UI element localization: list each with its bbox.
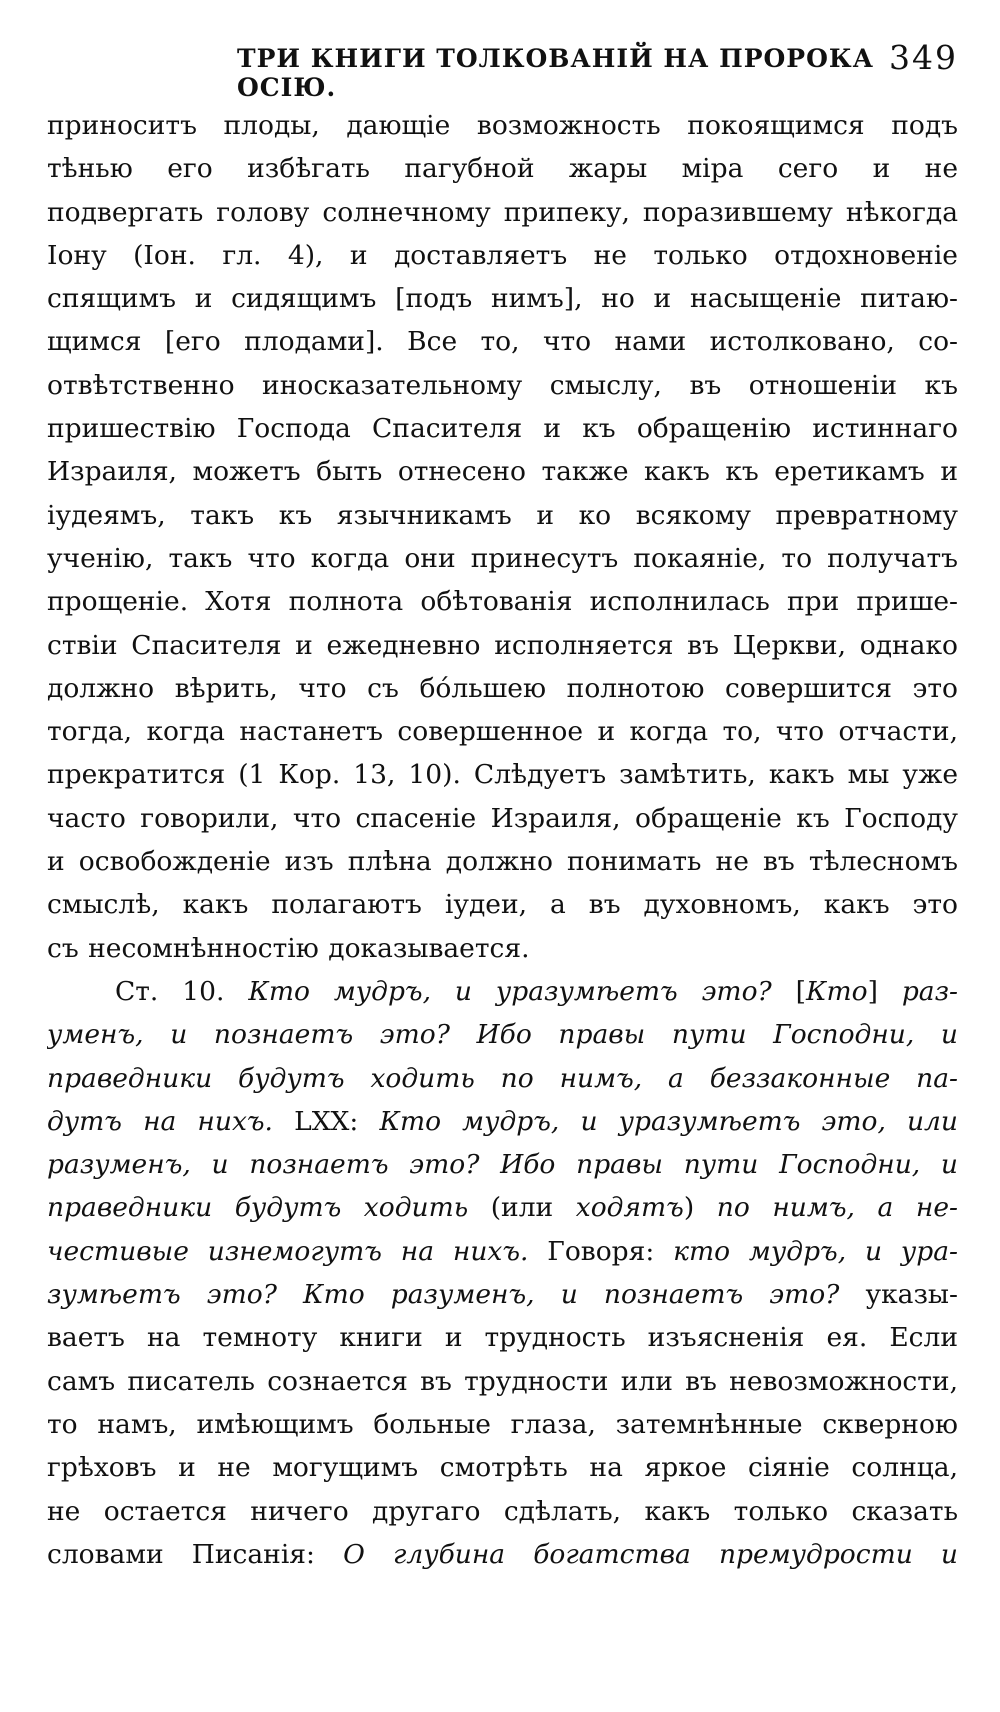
text-line bbox=[47, 1446, 958, 1489]
text-line bbox=[47, 927, 958, 970]
text-segment: Говоря: bbox=[528, 1235, 674, 1267]
text-line bbox=[47, 667, 958, 710]
text-segment: грѣховъ и не могущимъ смотрѣть на яркое сіяніе солнца, bbox=[47, 1452, 958, 1484]
text-segment: ] bbox=[867, 975, 902, 1007]
text-line bbox=[47, 364, 958, 407]
text-line bbox=[47, 883, 958, 926]
text-segment: ) bbox=[683, 1192, 717, 1224]
text-line bbox=[47, 710, 958, 753]
running-header bbox=[47, 36, 958, 102]
text-segment: іудеямъ, такъ къ язычникамъ и ко всякому превратному bbox=[47, 499, 958, 531]
text-line bbox=[47, 537, 958, 580]
italic-text: Кто мудръ, и уразумѣетъ это, или bbox=[379, 1105, 958, 1137]
text-segment: щимся [его плодами]. Все то, что нами истолковано, со- bbox=[47, 326, 958, 358]
text-line bbox=[47, 1143, 958, 1186]
text-line bbox=[47, 320, 958, 363]
text-segment: Іону (Іон. гл. 4), и доставляетъ не только отдохновеніе bbox=[47, 239, 958, 271]
italic-text: Кто мудръ, и уразумѣетъ это? bbox=[248, 975, 772, 1007]
body-text bbox=[47, 104, 958, 1576]
italic-text: Кто bbox=[805, 975, 868, 1007]
text-line bbox=[47, 234, 958, 277]
text-line bbox=[47, 104, 958, 147]
text-segment: ваетъ на темноту книги и трудность изъясненія ея. Если bbox=[47, 1322, 958, 1354]
text-segment: съ несомнѣнностію доказывается. bbox=[47, 932, 530, 964]
text-segment: указы- bbox=[839, 1279, 958, 1311]
text-line bbox=[47, 494, 958, 537]
text-line bbox=[47, 407, 958, 450]
text-line bbox=[47, 1316, 958, 1359]
text-line bbox=[47, 970, 958, 1013]
page-number: 349 bbox=[889, 38, 958, 77]
italic-text: уменъ, и познаетъ это? Ибо правы пути Господни, и bbox=[47, 1019, 958, 1051]
text-segment: [ bbox=[771, 975, 806, 1007]
text-segment: часто говорили, что спасеніе Израиля, обращеніе къ Господу bbox=[47, 802, 958, 834]
text-line bbox=[47, 277, 958, 320]
text-line bbox=[47, 191, 958, 234]
text-segment: тѣнью его избѣгать пагубной жары міра сего и не bbox=[47, 153, 958, 185]
text-segment: и освобожденіе изъ плѣна должно понимать не въ тѣлесномъ bbox=[47, 846, 958, 878]
italic-text: честивые изнемогутъ на нихъ. bbox=[47, 1235, 529, 1267]
text-line bbox=[47, 1186, 958, 1229]
text-segment: спящимъ и сидящимъ [подъ нимъ], но и насыщеніе питаю- bbox=[47, 283, 958, 315]
italic-text: по нимъ, а не- bbox=[716, 1192, 958, 1224]
italic-text: раз- bbox=[901, 975, 958, 1007]
italic-text: праведники будутъ ходить по нимъ, а беззаконные па- bbox=[47, 1062, 958, 1094]
text-segment: подвергать голову солнечному припеку, поразившему нѣкогда bbox=[47, 196, 958, 228]
text-segment: смыслѣ, какъ полагаютъ іудеи, а въ духовномъ, какъ это bbox=[47, 889, 958, 921]
text-segment: тогда, когда настанетъ совершенное и когда то, что отчасти, bbox=[47, 716, 958, 748]
text-line bbox=[47, 1013, 958, 1056]
text-line bbox=[47, 1273, 958, 1316]
text-segment: словами Писанія: bbox=[47, 1538, 344, 1570]
text-line bbox=[47, 1360, 958, 1403]
text-segment: (или bbox=[468, 1192, 576, 1224]
text-segment: ствіи Спасителя и ежедневно исполняется въ Церкви, однако bbox=[47, 629, 958, 661]
text-line bbox=[47, 753, 958, 796]
text-segment: Израиля, можетъ быть отнесено также какъ къ еретикамъ и bbox=[47, 456, 958, 488]
running-title: ТРИ КНИГИ ТОЛКОВАНІЙ НА ПРОРОКА ОСІЮ. bbox=[237, 44, 874, 102]
text-segment: отвѣтственно иносказательному смыслу, въ отношеніи къ bbox=[47, 369, 958, 401]
text-line bbox=[47, 580, 958, 623]
text-segment: Ст. 10. bbox=[115, 975, 249, 1007]
italic-text: О глубина богатства премудрости и bbox=[343, 1538, 958, 1570]
text-segment: прекратится (1 Кор. 13, 10). Слѣдуетъ замѣтить, какъ мы уже bbox=[47, 759, 958, 791]
text-line bbox=[47, 147, 958, 190]
text-line bbox=[47, 1490, 958, 1533]
italic-text: разуменъ, и познаетъ это? Ибо правы пути Господни, и bbox=[47, 1149, 958, 1181]
italic-text: праведники будутъ ходить bbox=[47, 1192, 469, 1224]
text-segment: не остается ничего другаго сдѣлать, какъ только сказать bbox=[47, 1495, 958, 1527]
text-segment: приноситъ плоды, дающіе возможность покоящимся подъ bbox=[47, 110, 958, 141]
text-line bbox=[47, 624, 958, 667]
italic-text: зумѣетъ это? Кто разуменъ, и познаетъ это? bbox=[47, 1279, 840, 1311]
italic-text: ходятъ bbox=[575, 1192, 684, 1224]
text-line bbox=[47, 797, 958, 840]
italic-text: кто мудръ, и ура- bbox=[673, 1235, 958, 1267]
text-segment: LXX: bbox=[272, 1105, 380, 1137]
italic-text: дутъ на нихъ. bbox=[47, 1105, 273, 1137]
text-segment: ученію, такъ что когда они принесутъ покаяніе, то получатъ bbox=[47, 542, 958, 574]
text-segment: самъ писатель сознается въ трудности или въ невозможности, bbox=[47, 1365, 958, 1397]
text-line bbox=[47, 450, 958, 493]
text-segment: то намъ, имѣющимъ больные глаза, затемнѣнные скверною bbox=[47, 1408, 958, 1440]
text-segment: должно вѣрить, что съ бо́льшею полнотою совершится это bbox=[47, 672, 958, 704]
text-line bbox=[47, 1403, 958, 1446]
text-line bbox=[47, 1100, 958, 1143]
text-line bbox=[47, 1533, 958, 1576]
text-segment: прощеніе. Хотя полнота обѣтованія исполнилась при прише- bbox=[47, 586, 958, 618]
text-line bbox=[47, 1230, 958, 1273]
text-line bbox=[47, 1057, 958, 1100]
text-segment: пришествію Господа Спасителя и къ обращенію истиннаго bbox=[47, 413, 958, 445]
text-line bbox=[47, 840, 958, 883]
